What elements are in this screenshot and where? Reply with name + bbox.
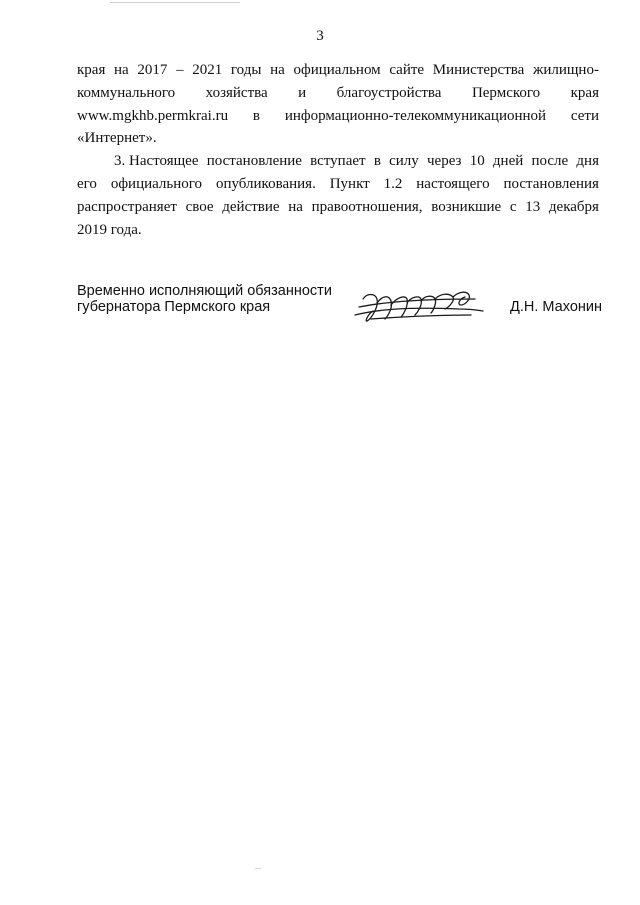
signature-block — [77, 283, 602, 333]
text-word: Пункт — [329, 175, 370, 192]
text-word: вступает — [310, 153, 366, 170]
signatory-position-line-1: Временно исполняющий обязанности — [77, 283, 332, 299]
text-word: силу — [389, 153, 419, 170]
text-line — [77, 173, 599, 196]
text-word: возникшие — [431, 198, 502, 215]
text-word: 2021 — [192, 62, 223, 78]
text-word: после — [531, 153, 569, 170]
text-word: в — [252, 107, 261, 124]
text-line — [77, 127, 599, 150]
text-word: на — [114, 62, 129, 78]
text-line — [77, 150, 599, 173]
text-word: его — [77, 175, 97, 192]
text-line — [77, 59, 599, 82]
text-word: края — [77, 62, 106, 78]
text-word: дней — [492, 153, 524, 170]
text-word: 2017 — [137, 62, 168, 78]
text-word: сайте — [389, 62, 425, 78]
page-number: 3 — [316, 28, 324, 44]
text-word: информационно-телекоммуникационной — [284, 107, 547, 124]
text-word: Пермского — [471, 84, 541, 101]
paragraph-3 — [77, 150, 599, 241]
text-word: сети — [570, 107, 599, 124]
text-word: опубликования. — [215, 175, 316, 192]
scan-edge-line — [110, 2, 240, 3]
text-word: 13 — [525, 198, 541, 215]
text-word: жилищно- — [532, 62, 599, 78]
text-line — [77, 105, 599, 128]
text-word: правоотношения, — [311, 198, 423, 215]
text-word: «Интернет». — [77, 130, 157, 147]
text-word: края — [570, 84, 599, 101]
text-word: 3. Настоящее — [114, 153, 199, 170]
text-word: 2019 года. — [77, 221, 142, 238]
paragraph-continued — [77, 59, 599, 150]
signatory-name: Д.Н. Махонин — [510, 299, 602, 315]
text-word: действие — [222, 198, 280, 215]
text-word: распространяет — [77, 198, 177, 215]
scan-mark — [255, 868, 261, 869]
text-word: и — [298, 84, 307, 101]
signatory-position-line-2: губернатора Пермского края — [77, 299, 271, 315]
text-word: коммунального — [77, 84, 176, 101]
text-word: настоящего — [416, 175, 490, 192]
text-word: на — [288, 198, 303, 215]
document-body — [77, 59, 599, 241]
text-line — [77, 196, 599, 219]
text-word: 10 — [469, 153, 485, 170]
text-word: через — [427, 153, 462, 170]
text-line — [77, 219, 599, 242]
text-word: годы — [230, 62, 262, 78]
text-word: www.mgkhb.permkrai.ru — [77, 107, 229, 124]
text-word: Министерства — [432, 62, 525, 78]
text-word: в — [373, 153, 381, 170]
handwritten-signature — [349, 285, 489, 325]
text-word: благоустройства — [336, 84, 442, 101]
signatory-position — [77, 283, 332, 315]
text-line — [77, 82, 599, 105]
text-word: дня — [576, 153, 599, 170]
text-word: 1.2 — [383, 175, 403, 192]
text-word: официального — [110, 175, 203, 192]
text-word: – — [176, 62, 184, 78]
text-word: постановления — [503, 175, 599, 192]
text-word: с — [509, 198, 517, 215]
text-word: хозяйства — [205, 84, 268, 101]
text-word: постановление — [206, 153, 302, 170]
text-word: декабря — [548, 198, 599, 215]
text-word: официальном — [293, 62, 381, 78]
text-word: свое — [185, 198, 214, 215]
text-word: на — [270, 62, 285, 78]
